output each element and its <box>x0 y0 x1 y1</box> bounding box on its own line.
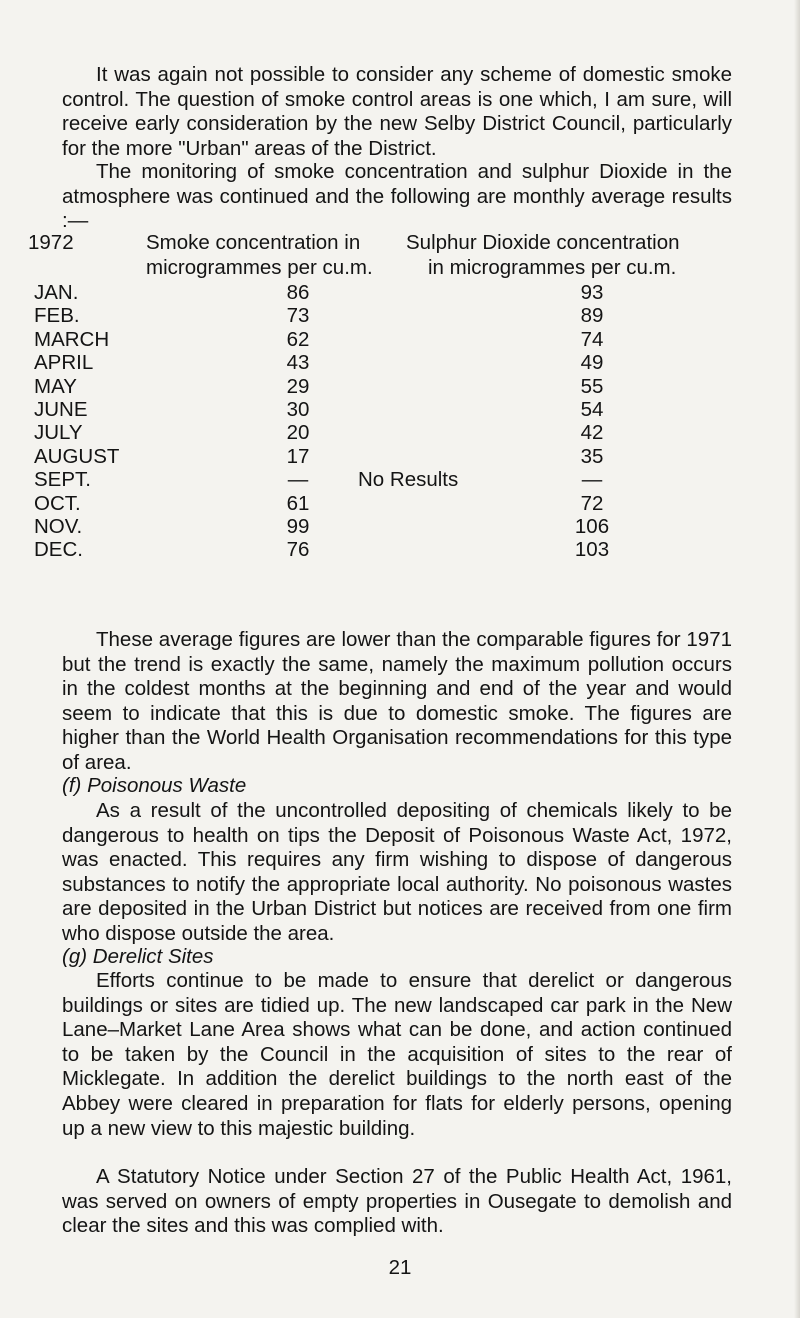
row-month: FEB. <box>34 304 80 328</box>
row-so2-value: 72 <box>580 491 604 515</box>
table-row <box>28 304 748 327</box>
page-number: 21 <box>388 1256 412 1279</box>
table-row <box>28 398 748 421</box>
row-so2-value: 93 <box>580 281 604 304</box>
paragraph-statutory-notice: A Statutory Notice under Section 27 of the Public Health Act, 1961, was served on owners of empty properties in Ousegate to demolish and clear the sites and this was complied with. <box>62 1165 732 1238</box>
row-note: No Results <box>358 468 459 492</box>
table-row <box>28 515 748 538</box>
table-row <box>28 468 748 491</box>
row-month: JUNE <box>34 397 88 421</box>
row-so2-value: 35 <box>580 444 604 468</box>
row-smoke-value: 29 <box>286 374 310 398</box>
heading-g-letter: (g) <box>62 945 88 968</box>
row-month: OCT. <box>34 491 81 515</box>
row-so2-value: 54 <box>580 397 604 421</box>
paragraph-poisonous-waste: As a result of the uncontrolled depositing of chemicals likely to be dangerous to health on tips the Deposit of Poisonous Waste Act, 1972, was enacted. This requires any firm wishing to dispose of dangerous substances to notify the appropriate local authority. No poisonous wastes are deposited in the Urban District but notices are received from one firm who dispose outside the area. <box>62 799 732 945</box>
row-so2-value: 42 <box>580 421 604 445</box>
table-row <box>28 375 748 398</box>
so2-header-line-2: in microgrammes per cu.m. <box>428 256 677 279</box>
table-header-row-2 <box>28 256 748 281</box>
page-edge-shadow <box>794 0 800 1318</box>
row-month: JULY <box>34 421 83 445</box>
row-so2-value: 106 <box>574 514 610 538</box>
row-month: DEC. <box>34 538 83 562</box>
row-month: NOV. <box>34 514 83 538</box>
row-smoke-value: 73 <box>286 304 310 328</box>
row-month: MAY <box>34 374 77 398</box>
smoke-header-line-1: Smoke concentration in <box>146 231 361 254</box>
row-smoke-value: — <box>287 468 309 492</box>
row-smoke-value: 86 <box>286 281 310 304</box>
table-row <box>28 445 748 468</box>
row-smoke-value: 76 <box>286 538 310 562</box>
paragraph-derelict-sites: Efforts continue to be made to ensure that derelict or dangerous buildings or sites are tidied up. The new landscaped car park in the New Lane–Market Lane Area shows what can be done, and action continued to be taken by the Council in the acquisition of sites to the rear of Micklegate. In addition the derelict buildings to the north east of the Abbey were cleared in preparation for flats for elderly persons, opening up a new view to this majestic building. <box>62 969 732 1140</box>
row-smoke-value: 99 <box>286 514 310 538</box>
heading-derelict-sites <box>62 945 214 970</box>
row-month: SEPT. <box>34 468 91 492</box>
table-row <box>28 328 748 351</box>
paragraph-monitoring: The monitoring of smoke concentration and sulphur Dioxide in the atmosphere was continued and the following are monthly average results :— <box>62 160 732 233</box>
row-so2-value: 55 <box>580 374 604 398</box>
table-row <box>28 351 748 374</box>
row-smoke-value: 20 <box>286 421 310 445</box>
row-smoke-value: 61 <box>286 491 310 515</box>
monthly-results-table <box>28 231 748 562</box>
table-row <box>28 538 748 561</box>
heading-g-title: Derelict Sites <box>92 945 214 968</box>
row-so2-value: — <box>581 468 603 492</box>
row-smoke-value: 43 <box>286 351 310 375</box>
row-month: AUGUST <box>34 444 120 468</box>
row-smoke-value: 17 <box>286 444 310 468</box>
table-row <box>28 281 748 304</box>
smoke-header-line-2: microgrammes per cu.m. <box>146 256 373 279</box>
so2-header-line-1: Sulphur Dioxide concentration <box>406 231 680 254</box>
row-so2-value: 74 <box>580 327 604 351</box>
paragraph-smoke-control: It was again not possible to consider any scheme of domestic smoke control. The question of smoke control areas is one which, I am sure, will receive early consideration by the new Selby District Council, particularly for the more "Urban" areas of the District. <box>62 63 732 160</box>
paragraph-average-figures: These average figures are lower than the comparable figures for 1971 but the trend is exactly the same, namely the maximum pollution occurs in the coldest months at the beginning and end of the year and would seem to indicate that this is due to domestic smoke. The figures are higher than the World Health Organisation recommendations for this type of area. <box>62 628 732 774</box>
row-month: APRIL <box>34 351 94 375</box>
row-smoke-value: 62 <box>286 327 310 351</box>
table-row <box>28 492 748 515</box>
table-row <box>28 421 748 444</box>
row-so2-value: 103 <box>574 538 610 562</box>
heading-poisonous-waste <box>62 774 246 799</box>
row-smoke-value: 30 <box>286 397 310 421</box>
row-month: JAN. <box>34 281 79 304</box>
heading-f-title: Poisonous Waste <box>87 774 247 797</box>
table-body <box>28 281 748 562</box>
table-header-row-1 <box>28 231 748 256</box>
row-month: MARCH <box>34 327 110 351</box>
row-so2-value: 89 <box>580 304 604 328</box>
row-so2-value: 49 <box>580 351 604 375</box>
heading-f-letter: (f) <box>62 774 82 797</box>
table-year: 1972 <box>28 231 74 254</box>
